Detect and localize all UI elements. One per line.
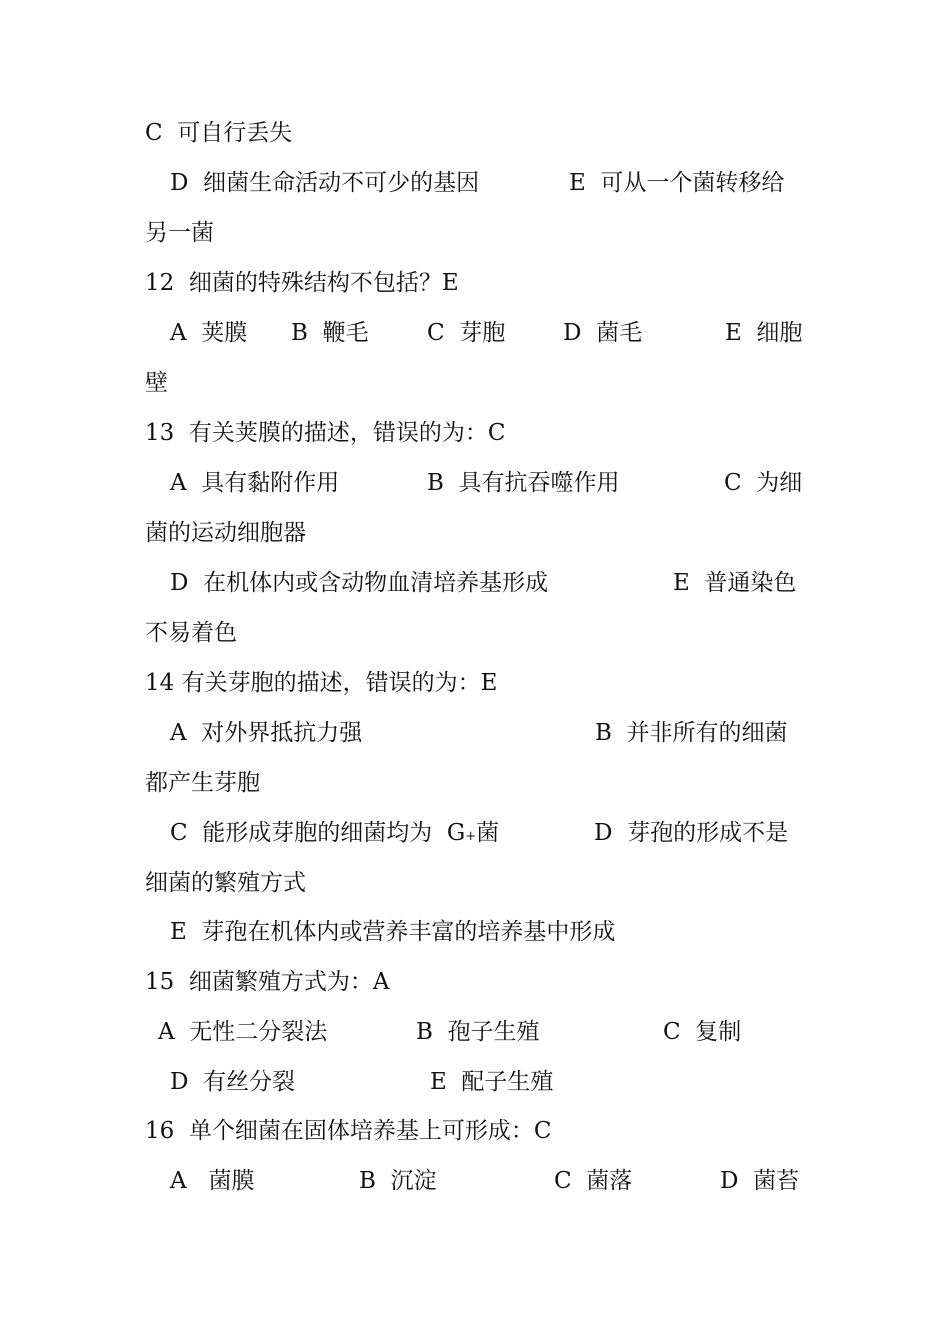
q12-option-a: A 荚膜 [170,320,248,346]
q15-option-d: D 有丝分裂 [170,1069,296,1095]
option-d-text: D 细菌生命活动不可少的基因 [170,170,480,196]
q14-option-c-superscript: + [465,829,477,844]
question-16: 16 单个细菌在固体培养基上可形成：C [145,1118,552,1144]
q12-option-d: D 菌毛 [563,320,643,346]
q13-option-c: C 为细 [724,470,803,496]
q14-option-d-continuation: 细菌的繁殖方式 [145,870,306,896]
q12-option-c: C 芽胞 [427,320,506,346]
q16-option-c: C 菌落 [554,1168,633,1194]
q13-option-c-continuation: 菌的运动细胞器 [145,520,306,546]
q12-option-e: E 细胞 [725,320,803,346]
q14-option-c [170,818,499,852]
question-12: 12 细菌的特殊结构不包括？E [145,270,459,296]
q14-option-e: E 芽孢在机体内或营养丰富的培养基中形成 [170,919,616,945]
q14-option-c-suffix: 菌 [476,820,500,846]
q13-option-d: D 在机体内或含动物血清培养基形成 [170,570,549,596]
q12-option-e-continuation: 壁 [145,370,168,396]
option-e-continuation: 另一菌 [145,220,214,246]
question-15: 15 细菌繁殖方式为：A [145,969,390,995]
q15-option-a: A 无性二分裂法 [158,1019,328,1045]
question-13: 13 有关荚膜的描述，错误的为：C [145,420,506,446]
option-e-text: E 可从一个菌转移给 [569,170,785,196]
q12-option-b: B 鞭毛 [291,320,369,346]
q14-option-a: A 对外界抵抗力强 [170,720,363,746]
q14-option-d: D 芽孢的形成不是 [594,820,789,846]
q13-option-a: A 具有黏附作用 [170,470,340,496]
q16-option-a: A 菌膜 [170,1168,255,1194]
q15-option-e: E 配子生殖 [430,1069,554,1095]
q14-option-b: B 并非所有的细菌 [595,720,788,746]
q14-option-c-text: C 能形成芽胞的细菌均为 G [170,820,466,846]
q15-option-b: B 孢子生殖 [416,1019,540,1045]
q14-option-b-continuation: 都产生芽胞 [145,770,260,796]
q15-option-c: C 复制 [663,1019,742,1045]
option-c-text: C 可自行丢失 [145,120,293,146]
q13-option-b: B 具有抗吞噬作用 [427,470,620,496]
q16-option-d: D 菌苔 [720,1168,800,1194]
question-14: 14 有关芽胞的描述，错误的为：E [145,670,498,696]
q13-option-e: E 普通染色 [673,570,797,596]
q13-option-e-continuation: 不易着色 [145,620,237,646]
q16-option-b: B 沉淀 [359,1168,437,1194]
